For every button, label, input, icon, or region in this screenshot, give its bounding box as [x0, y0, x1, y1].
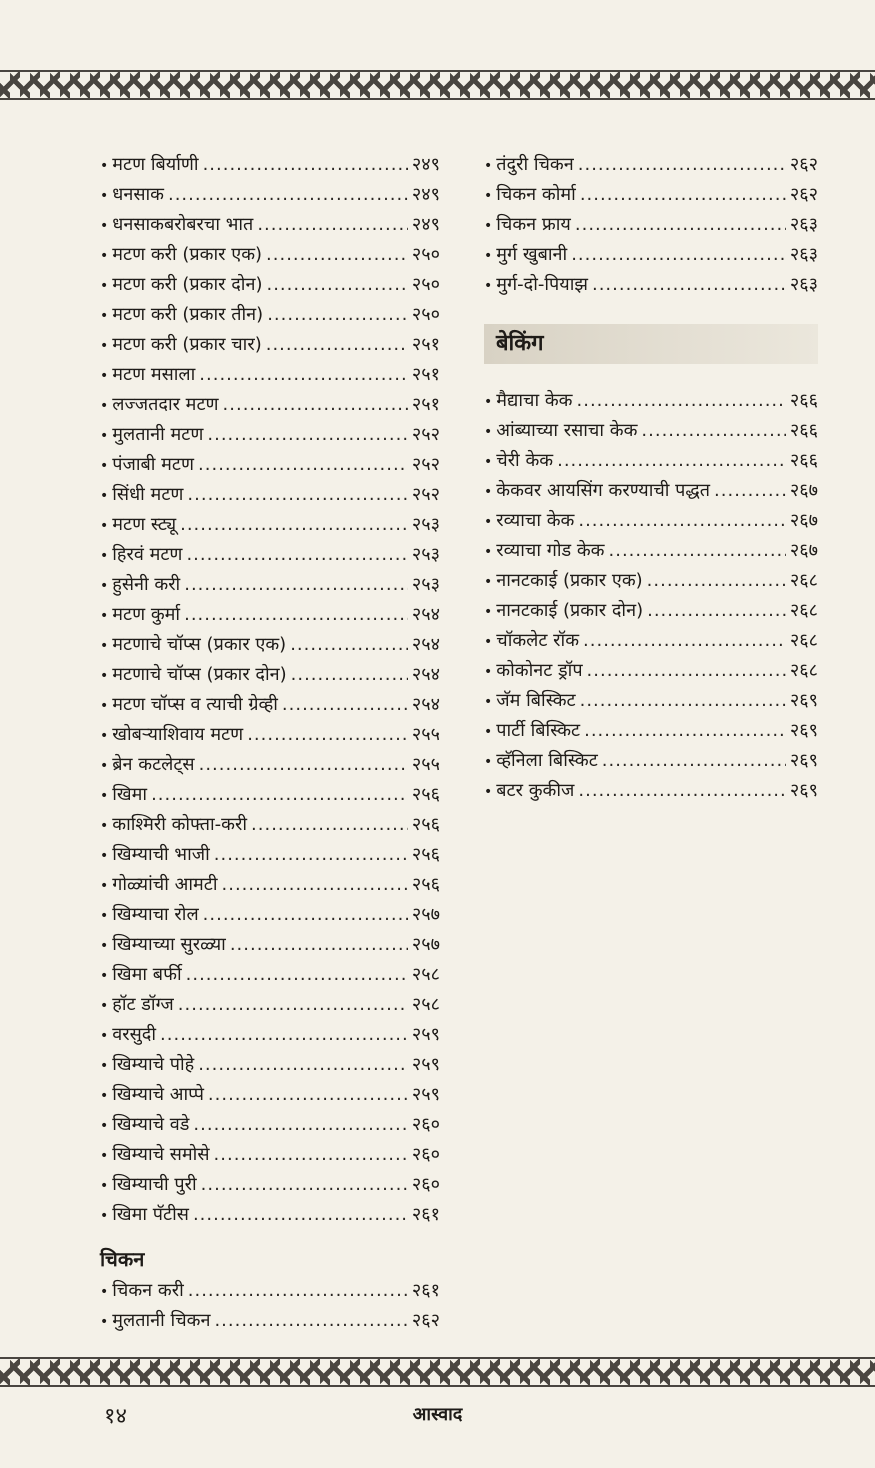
entry-title: मैद्याचा केक [496, 390, 573, 411]
toc-entry [484, 240, 818, 270]
bullet-icon: • [100, 488, 109, 504]
entry-title: खिम्याची पुरी [112, 1174, 197, 1195]
dot-leader [186, 540, 407, 570]
toc-entry [100, 960, 440, 990]
entry-title: रव्याचा गोड केक [496, 540, 605, 561]
entry-page-number: २६६ [789, 450, 818, 471]
entry-title: मटण स्ट्यू [112, 514, 177, 535]
toc-entry [100, 1276, 440, 1306]
toc-entry [484, 596, 818, 626]
bullet-icon: • [484, 394, 493, 410]
dot-leader [571, 240, 786, 270]
toc-entry [100, 210, 440, 240]
dot-leader [198, 450, 408, 480]
entry-title: धनसाक [112, 184, 164, 205]
entry-page-number: २६८ [789, 570, 818, 591]
dot-leader [290, 630, 408, 660]
bullet-icon: • [484, 634, 493, 650]
toc-entry [100, 150, 440, 180]
baking-heading: बेकिंग [484, 324, 818, 364]
toc-entry [100, 360, 440, 390]
bullet-icon: • [100, 1178, 109, 1194]
bullet-icon: • [100, 338, 109, 354]
entry-page-number: २५८ [411, 994, 440, 1015]
dot-leader [223, 390, 408, 420]
top-decorative-border [0, 70, 875, 100]
toc-entry [100, 1020, 440, 1050]
entry-page-number: २६८ [789, 600, 818, 621]
entry-page-number: २६० [411, 1144, 440, 1165]
entry-title: जॅम बिस्किट [496, 690, 576, 711]
bullet-icon: • [484, 664, 493, 680]
bullet-icon: • [100, 518, 109, 534]
dot-leader [647, 596, 786, 626]
bullet-icon: • [100, 878, 109, 894]
bullet-icon: • [100, 638, 109, 654]
chicken-entries-continued [484, 150, 818, 300]
entry-title: मटण करी (प्रकार दोन) [112, 274, 263, 295]
bullet-icon: • [100, 938, 109, 954]
bullet-icon: • [484, 514, 493, 530]
dot-leader [580, 180, 786, 210]
bullet-icon: • [100, 578, 109, 594]
baking-entries [484, 386, 818, 806]
dot-leader [199, 750, 408, 780]
entry-page-number: २५६ [411, 814, 440, 835]
entry-title: चॉकलेट रॉक [496, 630, 580, 651]
entry-title: खिम्याचे वडे [112, 1114, 190, 1135]
entry-page-number: २५५ [411, 724, 440, 745]
entry-title: मटण कुर्मा [112, 604, 181, 625]
entry-title: केकवर आयसिंग करण्याची पद्धत [496, 480, 711, 501]
entry-title: नानटकाई (प्रकार एक) [496, 570, 643, 591]
dot-leader [222, 870, 408, 900]
entry-title: मटण करी (प्रकार चार) [112, 334, 262, 355]
entry-page-number: २४९ [411, 154, 440, 175]
entry-title: लज्जतदार मटण [112, 394, 219, 415]
toc-entry [100, 270, 440, 300]
bullet-icon: • [484, 694, 493, 710]
bullet-icon: • [100, 1148, 109, 1164]
entry-title: ब्रेन कटलेट्स [112, 754, 195, 775]
toc-entry [100, 750, 440, 780]
bullet-icon: • [484, 754, 493, 770]
bottom-decorative-border [0, 1357, 875, 1387]
dot-leader [203, 900, 408, 930]
dot-leader [266, 270, 407, 300]
toc-entry [484, 416, 818, 446]
dot-leader [291, 660, 408, 690]
bullet-icon: • [100, 368, 109, 384]
entry-title: मटण करी (प्रकार एक) [112, 244, 263, 265]
toc-entry [100, 570, 440, 600]
toc-entry [100, 420, 440, 450]
dot-leader [592, 270, 786, 300]
entry-page-number: २५२ [411, 484, 440, 505]
entry-page-number: २६९ [789, 780, 818, 801]
entry-title: हिरवं मटण [112, 544, 183, 565]
dot-leader [282, 690, 408, 720]
toc-entry [100, 390, 440, 420]
bullet-icon: • [484, 248, 493, 264]
dot-leader [247, 720, 408, 750]
bullet-icon: • [100, 398, 109, 414]
toc-entry [100, 720, 440, 750]
entry-page-number: २६६ [789, 420, 818, 441]
bullet-icon: • [100, 428, 109, 444]
entry-page-number: २५३ [411, 574, 440, 595]
bullet-icon: • [100, 758, 109, 774]
dot-leader [583, 626, 786, 656]
dot-leader [578, 150, 786, 180]
entry-page-number: २६६ [789, 390, 818, 411]
entry-page-number: २६२ [789, 154, 818, 175]
toc-entry [484, 150, 818, 180]
toc-entry [100, 780, 440, 810]
dot-leader [193, 1200, 408, 1230]
entry-page-number: २६१ [411, 1204, 440, 1225]
entry-title: खिमा बर्फी [112, 964, 182, 985]
dot-leader [214, 840, 408, 870]
bullet-icon: • [100, 548, 109, 564]
dot-leader [160, 1020, 408, 1050]
entry-page-number: २६८ [789, 630, 818, 651]
bullet-icon: • [484, 158, 493, 174]
toc-entry [484, 476, 818, 506]
bullet-icon: • [100, 668, 109, 684]
entry-page-number: २५० [411, 244, 440, 265]
bullet-icon: • [484, 484, 493, 500]
bullet-icon: • [100, 158, 109, 174]
entry-page-number: २५६ [411, 784, 440, 805]
toc-entry [100, 330, 440, 360]
bullet-icon: • [100, 278, 109, 294]
entry-page-number: २६० [411, 1174, 440, 1195]
bullet-icon: • [484, 604, 493, 620]
dot-leader [207, 420, 408, 450]
toc-entry [100, 1110, 440, 1140]
bullet-icon: • [100, 1088, 109, 1104]
bullet-icon: • [484, 724, 493, 740]
entry-page-number: २६७ [789, 510, 818, 531]
toc-entry [100, 1050, 440, 1080]
entry-page-number: २६८ [789, 660, 818, 681]
toc-entry [100, 810, 440, 840]
dot-leader [584, 716, 786, 746]
dot-leader [214, 1140, 408, 1170]
dot-leader [267, 300, 408, 330]
toc-entry [100, 540, 440, 570]
dot-leader [577, 386, 786, 416]
toc-entry [484, 180, 818, 210]
bullet-icon: • [100, 218, 109, 234]
toc-entry [100, 450, 440, 480]
dot-leader [184, 600, 408, 630]
entry-page-number: २५९ [411, 1084, 440, 1105]
bullet-icon: • [100, 1058, 109, 1074]
toc-entry [484, 386, 818, 416]
dot-leader [198, 1050, 408, 1080]
dot-leader [230, 930, 408, 960]
entry-page-number: २५८ [411, 964, 440, 985]
dot-leader [257, 210, 408, 240]
entry-title: गोळ्यांची आमटी [112, 874, 218, 895]
bullet-icon: • [100, 1284, 109, 1300]
toc-entry [484, 716, 818, 746]
dot-leader [714, 476, 786, 506]
toc-entry [484, 686, 818, 716]
toc-entry [484, 566, 818, 596]
entry-page-number: २५५ [411, 754, 440, 775]
entry-title: चेरी केक [496, 450, 554, 471]
entry-page-number: २५१ [411, 394, 440, 415]
entry-title: धनसाकबरोबरचा भात [112, 214, 254, 235]
bullet-icon: • [100, 1028, 109, 1044]
entry-title: हॉट डॉग्ज [112, 994, 174, 1015]
dot-leader [251, 810, 408, 840]
entry-page-number: २६७ [789, 480, 818, 501]
entry-title: सिंधी मटण [112, 484, 184, 505]
dot-leader [575, 210, 786, 240]
toc-entry [100, 300, 440, 330]
dot-leader [180, 510, 408, 540]
toc-entry [100, 840, 440, 870]
entry-page-number: २५४ [411, 634, 440, 655]
dot-leader [201, 1170, 408, 1200]
dot-leader [578, 506, 786, 536]
dot-leader [266, 240, 408, 270]
toc-entry [100, 1080, 440, 1110]
entry-page-number: २६३ [789, 244, 818, 265]
toc-entry [100, 510, 440, 540]
bullet-icon: • [100, 188, 109, 204]
entry-title: मुर्ग-दो-पियाझ [496, 274, 588, 295]
dot-leader [557, 446, 786, 476]
toc-entry [484, 446, 818, 476]
left-column [100, 150, 440, 1336]
toc-entry [100, 480, 440, 510]
entry-page-number: २६३ [789, 214, 818, 235]
toc-entry [100, 1170, 440, 1200]
toc-entry [100, 180, 440, 210]
bullet-icon: • [100, 1118, 109, 1134]
chicken-entries [100, 1276, 440, 1336]
entry-title: हुसेनी करी [112, 574, 181, 595]
toc-entry [484, 506, 818, 536]
entry-title: पार्टी बिस्किट [496, 720, 581, 741]
toc-entry [484, 746, 818, 776]
toc-entry [100, 660, 440, 690]
entry-title: वरसुदी [112, 1024, 157, 1045]
dot-leader [587, 656, 786, 686]
dot-leader [199, 360, 408, 390]
bullet-icon: • [484, 454, 493, 470]
bullet-icon: • [100, 998, 109, 1014]
entry-page-number: २५६ [411, 844, 440, 865]
dot-leader [214, 1306, 407, 1336]
entry-title: आंब्याच्या रसाचा केक [496, 420, 638, 441]
entry-title: चिकन कोर्मा [496, 184, 576, 205]
toc-entry [484, 656, 818, 686]
entry-page-number: २६१ [411, 1280, 440, 1301]
toc-entry [100, 870, 440, 900]
entry-title: रव्याचा केक [496, 510, 575, 531]
bullet-icon: • [100, 848, 109, 864]
entry-title: व्हॅनिला बिस्किट [496, 750, 598, 771]
bullet-icon: • [100, 728, 109, 744]
entry-title: मटण बिर्याणी [112, 154, 199, 175]
entry-title: मटणाचे चॉप्स (प्रकार दोन) [112, 664, 287, 685]
toc-entry [100, 630, 440, 660]
entry-title: मटणाचे चॉप्स (प्रकार एक) [112, 634, 287, 655]
toc-entry [100, 1306, 440, 1336]
bullet-icon: • [484, 784, 493, 800]
toc-entry [100, 1140, 440, 1170]
bullet-icon: • [100, 818, 109, 834]
entry-page-number: २५६ [411, 874, 440, 895]
bullet-icon: • [100, 1314, 109, 1330]
entry-page-number: २५० [411, 304, 440, 325]
toc-entry [484, 776, 818, 806]
dot-leader [208, 1080, 408, 1110]
entry-title: तंदुरी चिकन [496, 154, 574, 175]
entry-page-number: २५४ [411, 694, 440, 715]
entry-page-number: २५४ [411, 664, 440, 685]
dot-leader [578, 776, 786, 806]
entry-page-number: २६३ [789, 274, 818, 295]
bullet-icon: • [100, 908, 109, 924]
page-number: १४ [104, 1404, 127, 1429]
entry-page-number: २६९ [789, 750, 818, 771]
bullet-icon: • [100, 248, 109, 264]
entry-title: खिम्याचे आप्पे [112, 1084, 204, 1105]
dot-leader [641, 416, 786, 446]
toc-entry [484, 210, 818, 240]
dot-leader [193, 1110, 408, 1140]
dot-leader [151, 780, 408, 810]
dot-leader [203, 150, 408, 180]
entry-title: काश्मिरी कोफ्ता-करी [112, 814, 248, 835]
dot-leader [609, 536, 786, 566]
dot-leader [178, 990, 408, 1020]
toc-entry [100, 1200, 440, 1230]
entry-page-number: २६२ [411, 1310, 440, 1331]
entry-title: कोकोनट ड्रॉप [496, 660, 583, 681]
entry-title: चिकन फ्राय [496, 214, 571, 235]
entry-page-number: २५७ [411, 904, 440, 925]
entry-page-number: २६२ [789, 184, 818, 205]
bullet-icon: • [100, 788, 109, 804]
entry-page-number: २५३ [411, 514, 440, 535]
bullet-icon: • [484, 278, 493, 294]
entry-title: चिकन करी [112, 1280, 184, 1301]
toc-entry [100, 900, 440, 930]
entry-title: खिमा [112, 784, 148, 805]
entry-page-number: २५४ [411, 604, 440, 625]
toc-entry [100, 990, 440, 1020]
entry-title: खोबऱ्याशिवाय मटण [112, 724, 244, 745]
dot-leader [647, 566, 786, 596]
bullet-icon: • [100, 458, 109, 474]
entry-page-number: २५३ [411, 544, 440, 565]
dot-leader [187, 480, 408, 510]
entry-page-number: २५२ [411, 454, 440, 475]
entry-title: मुर्ग खुबानी [496, 244, 568, 265]
toc-entry [100, 600, 440, 630]
toc-entry [484, 536, 818, 566]
entry-title: मटण करी (प्रकार तीन) [112, 304, 264, 325]
book-title: आस्वाद [412, 1404, 463, 1425]
entry-title: खिमा पॅटीस [112, 1204, 189, 1225]
entry-title: खिम्याचे समोसे [112, 1144, 210, 1165]
dot-leader [188, 1276, 408, 1306]
entry-title: नानटकाई (प्रकार दोन) [496, 600, 644, 621]
toc-entry [100, 690, 440, 720]
entry-page-number: २५१ [411, 364, 440, 385]
dot-leader [602, 746, 786, 776]
bullet-icon: • [100, 1208, 109, 1224]
entry-page-number: २६० [411, 1114, 440, 1135]
entry-page-number: २६९ [789, 720, 818, 741]
bullet-icon: • [484, 424, 493, 440]
bullet-icon: • [484, 544, 493, 560]
bullet-icon: • [100, 968, 109, 984]
mutton-entries [100, 150, 440, 1230]
toc-entry [484, 626, 818, 656]
dot-leader [266, 330, 408, 360]
entry-title: मुलतानी चिकन [112, 1310, 211, 1331]
toc-entry [100, 930, 440, 960]
bullet-icon: • [100, 608, 109, 624]
dot-leader [580, 686, 786, 716]
right-column [484, 150, 818, 806]
dot-leader [184, 570, 408, 600]
bullet-icon: • [100, 698, 109, 714]
entry-page-number: २५१ [411, 334, 440, 355]
entry-title: मुलतानी मटण [112, 424, 204, 445]
entry-title: बटर कुकीज [496, 780, 575, 801]
entry-title: खिम्याचा रोल [112, 904, 199, 925]
bullet-icon: • [100, 308, 109, 324]
entry-title: मटण मसाला [112, 364, 196, 385]
entry-page-number: २५९ [411, 1054, 440, 1075]
bullet-icon: • [484, 574, 493, 590]
entry-title: खिम्याच्या सुरळ्या [112, 934, 226, 955]
entry-page-number: २५९ [411, 1024, 440, 1045]
toc-entry [100, 240, 440, 270]
entry-title: मटण चॉप्स व त्याची ग्रेव्ही [112, 694, 278, 715]
entry-title: खिम्याची भाजी [112, 844, 210, 865]
entry-page-number: २४९ [411, 184, 440, 205]
bullet-icon: • [484, 188, 493, 204]
entry-title: खिम्याचे पोहे [112, 1054, 195, 1075]
dot-leader [168, 180, 408, 210]
entry-page-number: २५७ [411, 934, 440, 955]
bullet-icon: • [484, 218, 493, 234]
entry-page-number: २६९ [789, 690, 818, 711]
entry-page-number: २४९ [411, 214, 440, 235]
entry-page-number: २६७ [789, 540, 818, 561]
entry-page-number: २५० [411, 274, 440, 295]
chicken-heading: चिकन [100, 1247, 145, 1271]
entry-page-number: २५२ [411, 424, 440, 445]
dot-leader [186, 960, 408, 990]
toc-entry [484, 270, 818, 300]
entry-title: पंजाबी मटण [112, 454, 195, 475]
